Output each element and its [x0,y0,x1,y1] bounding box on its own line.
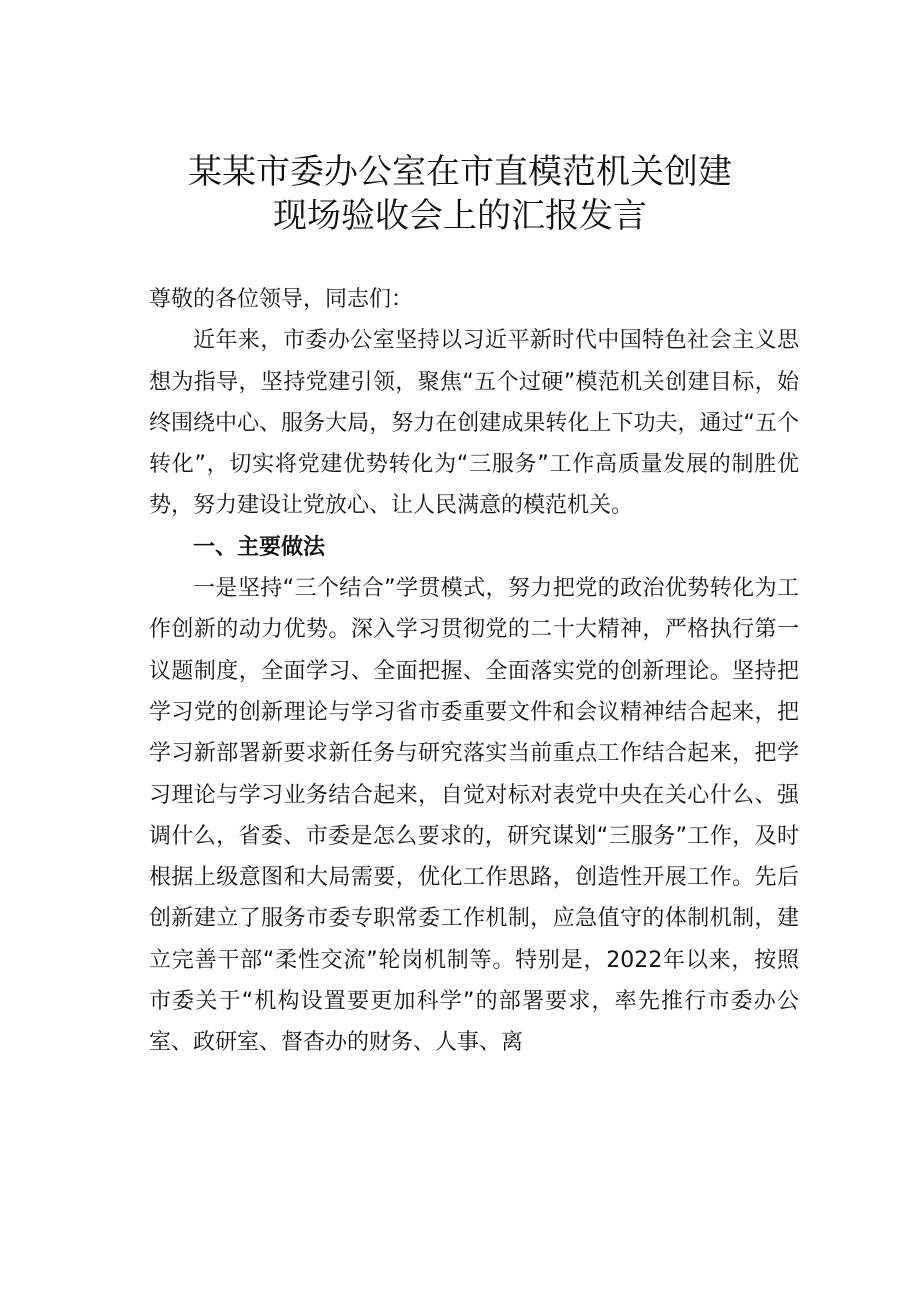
document-body [149,279,799,1064]
intro-paragraph: 近年来，市委办公室坚持以习近平新时代中国特色社会主义思想为指导，坚持党建引领，聚焦“五个过硬”模范机关创建目标，始终围绕中心、服务大局，努力在创建成果转化上下功夫，通过“五个转化”，切实将党建优势转化为“三服务”工作高质量发展的制胜优势，努力建设让党放心、让人民满意的模范机关。 [149,328,799,519]
section-heading: 一、主要做法 [193,534,326,560]
salutation: 尊敬的各位领导，同志们： [149,287,414,312]
title-line-1: 某某市委办公室在市直模范机关创建 [188,152,732,192]
document-title [0,150,920,238]
body-paragraph: 一是坚持“三个结合”学贯模式，努力把党的政治优势转化为工作创新的动力优势。深入学习贯彻党的二十大精神，严格执行第一议题制度，全面学习、全面把握、全面落实党的创新理论。坚持把学习党的创新理论与学习省市委重要文件和会议精神结合起来，把学习新部署新要求新任务与研究落实当前重点工作结合起来，把学习理论与学习业务结合起来，自觉对标对表党中央在关心什么、强调什么，省委、市委是怎么要求的，研究谋划“三服务”工作，及时根据上级意图和大局需要，优化工作思路，创造性开展工作。先后创新建立了服务市委专职常委工作机制，应急值守的体制机制，建立完善干部“柔性交流”轮岗机制等。特别是，2022年以来，按照市委关于“机构设置要更加科学”的部署要求，率先推行市委办公室、政研室、督杳办的财务、人事、离 [149,576,799,1056]
title-line-2: 现场验收会上的汇报发言 [273,196,647,236]
